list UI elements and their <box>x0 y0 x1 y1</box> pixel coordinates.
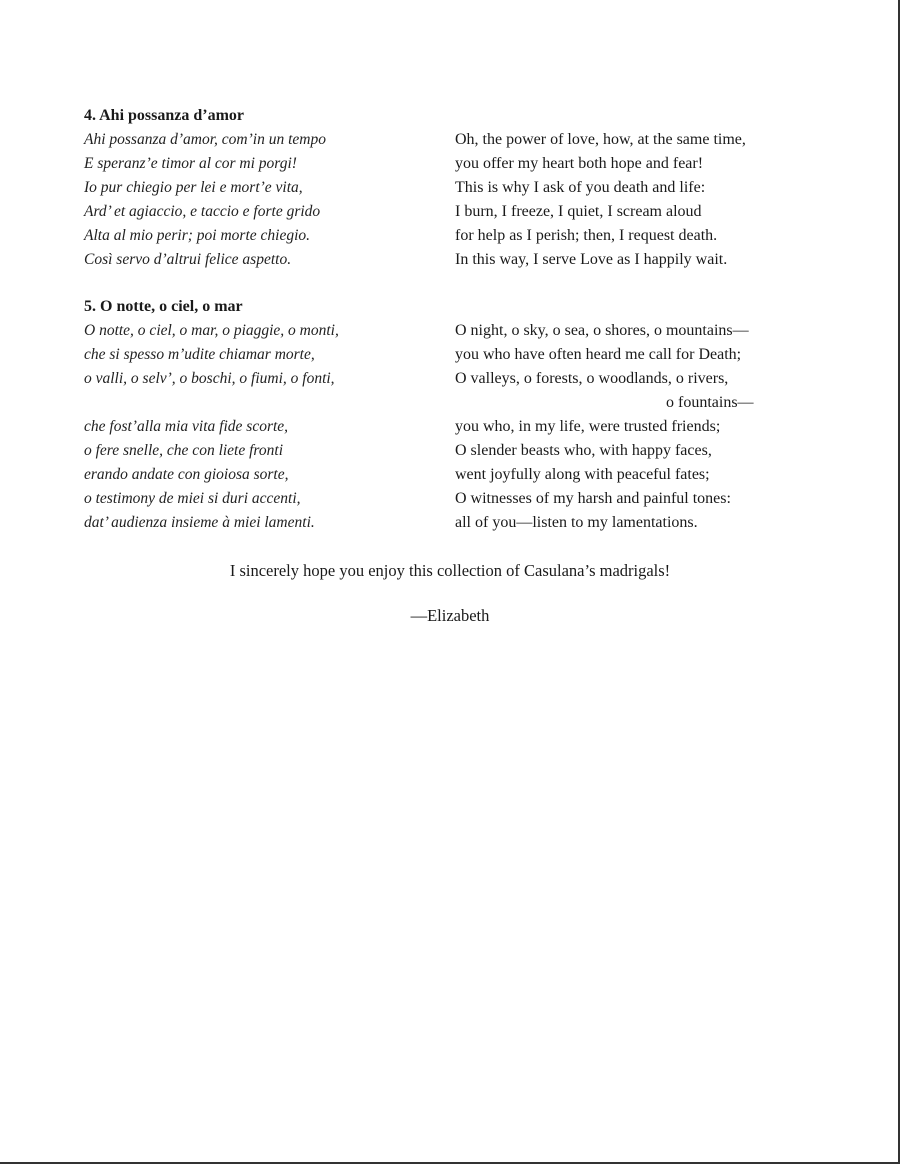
italian-text: Ard’ et agiaccio, e taccio e forte grido <box>84 203 321 220</box>
verse-line <box>84 176 844 200</box>
verse-line <box>84 367 844 391</box>
verse-line <box>84 319 844 343</box>
italian-text: dat’ audienza insieme à miei lamenti. <box>84 514 315 531</box>
verse-line <box>84 463 844 487</box>
italian-text: Così servo d’altrui felice aspetto. <box>84 251 292 268</box>
english-text: you who, in my life, were trusted friends; <box>455 418 721 435</box>
english-text: In this way, I serve Love as I happily wait. <box>455 251 728 268</box>
english-text: O night, o sky, o sea, o shores, o mountains— <box>455 322 749 339</box>
closing-message: I sincerely hope you enjoy this collection of Casulana’s madrigals! <box>229 561 671 580</box>
italian-text: Io pur chiegio per lei e mort’e vita, <box>84 179 303 196</box>
verse-line <box>84 200 844 224</box>
english-text: O witnesses of my harsh and painful tones: <box>455 490 731 507</box>
verse-line-continuation <box>84 391 844 415</box>
italian-text: o valli, o selv’, o boschi, o fiumi, o fonti, <box>84 370 335 387</box>
english-text: This is why I ask of you death and life: <box>455 179 706 196</box>
english-text: went joyfully along with peaceful fates; <box>455 466 710 483</box>
madrigal-5-lines <box>84 319 844 535</box>
english-text: I burn, I freeze, I quiet, I scream aloud <box>455 203 702 220</box>
italian-text: E speranz’e timor al cor mi porgi! <box>84 155 297 172</box>
italian-text: che fost’alla mia vita fide scorte, <box>84 418 289 435</box>
italian-text: Alta al mio perir; poi morte chiegio. <box>84 227 311 244</box>
english-text: O valleys, o forests, o woodlands, o rivers, <box>455 370 729 387</box>
madrigal-5-title: 5. O notte, o ciel, o mar <box>84 298 243 315</box>
madrigal-4-section <box>84 104 844 272</box>
verse-line <box>84 224 844 248</box>
english-text: Oh, the power of love, how, at the same time, <box>455 131 746 148</box>
english-text: o fountains— <box>666 394 754 411</box>
madrigal-4-title: 4. Ahi possanza d’amor <box>84 107 245 124</box>
english-text: for help as I perish; then, I request death. <box>455 227 718 244</box>
italian-text: O notte, o ciel, o mar, o piaggie, o monti, <box>84 322 339 339</box>
verse-line <box>84 511 844 535</box>
english-text: you offer my heart both hope and fear! <box>455 155 704 172</box>
verse-line <box>84 128 844 152</box>
italian-text: Ahi possanza d’amor, com’in un tempo <box>84 131 326 148</box>
english-text: you who have often heard me call for Death; <box>455 346 742 363</box>
verse-line <box>84 487 844 511</box>
italian-text: o fere snelle, che con liete fronti <box>84 442 283 459</box>
verse-line <box>84 343 844 367</box>
madrigal-4-lines <box>84 128 844 272</box>
italian-text: erando andate con gioiosa sorte, <box>84 466 289 483</box>
verse-line <box>84 152 844 176</box>
italian-text: che si spesso m’udite chiamar morte, <box>84 346 315 363</box>
verse-line <box>84 439 844 463</box>
english-text: all of you—listen to my lamentations. <box>455 514 698 531</box>
verse-line <box>84 248 844 272</box>
madrigal-5-section <box>84 295 844 535</box>
english-text: O slender beasts who, with happy faces, <box>455 442 712 459</box>
verse-line <box>84 415 844 439</box>
signature: —Elizabeth <box>410 606 490 625</box>
italian-text: o testimony de miei si duri accenti, <box>84 490 301 507</box>
